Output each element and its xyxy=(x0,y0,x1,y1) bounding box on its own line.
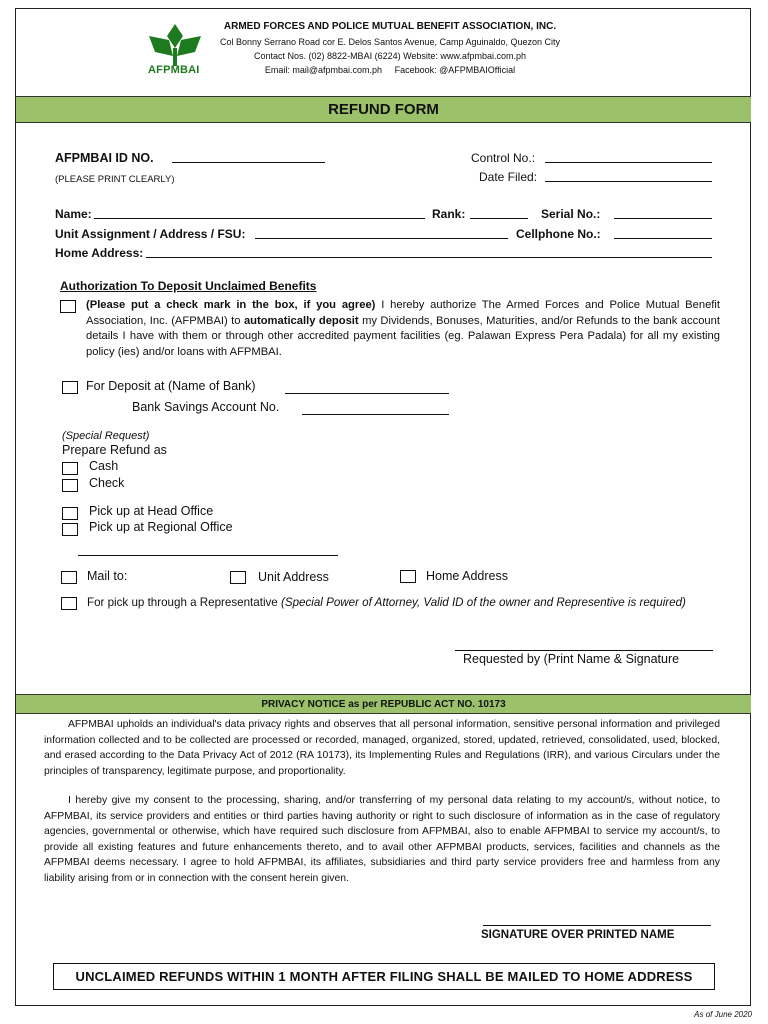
date-field[interactable] xyxy=(545,181,712,182)
account-label: Bank Savings Account No. xyxy=(132,400,280,414)
office-name-field[interactable] xyxy=(78,555,338,556)
authorization-heading: Authorization To Deposit Unclaimed Benefits xyxy=(60,279,317,293)
print-note: (PLEASE PRINT CLEARLY) xyxy=(55,174,175,185)
account-field[interactable] xyxy=(302,414,449,415)
home-address-option-label: Home Address xyxy=(426,569,508,583)
home-address-field[interactable] xyxy=(146,257,712,258)
representative-text: For pick up through a Representative (Special Power of Attorney, Valid ID of the owner and Representive is required) xyxy=(87,596,686,609)
prepare-refund-label: Prepare Refund as xyxy=(62,443,167,457)
unit-address-label: Unit Address xyxy=(258,570,329,584)
org-email: Email: mail@afpmbai.com.ph Facebook: @AFPMBAIOfficial xyxy=(264,65,516,75)
cash-checkbox[interactable] xyxy=(62,462,78,475)
unit-label: Unit Assignment / Address / FSU: xyxy=(55,227,246,241)
org-name: ARMED FORCES AND POLICE MUTUAL BENEFIT ASSOCIATION, INC. xyxy=(223,21,557,32)
control-field[interactable] xyxy=(545,162,712,163)
name-field[interactable] xyxy=(94,218,425,219)
bank-field[interactable] xyxy=(285,393,449,394)
date-label: Date Filed: xyxy=(479,170,538,184)
regional-office-label: Pick up at Regional Office xyxy=(89,520,233,534)
authorization-checkbox[interactable] xyxy=(60,300,76,313)
check-checkbox[interactable] xyxy=(62,479,78,492)
deposit-checkbox[interactable] xyxy=(62,381,78,394)
serial-label: Serial No.: xyxy=(541,207,601,221)
org-address: Col Bonny Serrano Road cor E. Delos Santos Avenue, Camp Aguinaldo, Quezon City xyxy=(219,37,561,47)
logo-text: AFPMBAI xyxy=(148,64,200,76)
regional-office-checkbox[interactable] xyxy=(62,523,78,536)
bank-label: For Deposit at (Name of Bank) xyxy=(86,379,256,393)
head-office-checkbox[interactable] xyxy=(62,507,78,520)
mail-to-label: Mail to: xyxy=(87,569,128,583)
serial-field[interactable] xyxy=(614,218,712,219)
id-field[interactable] xyxy=(172,162,325,163)
form-title: REFUND FORM xyxy=(16,96,751,123)
cash-label: Cash xyxy=(89,459,119,473)
cellphone-field[interactable] xyxy=(614,238,712,239)
rank-label: Rank: xyxy=(432,207,466,221)
home-address-label: Home Address: xyxy=(55,246,144,260)
privacy-paragraph-2: I hereby give my consent to the processing, sharing, and/or transferring of my personal data relating to my account/s, without notice, to AFPMBAI, its service providers and entities or third parties having authority or right to such disclosure of information as in the case of regulatory agencies, governmental or otherwise, which have required such disclosure from AFPMBAI, also to enable AFPMBAI to service my account/s, to provide all existing features and future enhancements thereto, and to avail other AFPMBAI products, services, facilities and channels as the AFPMBAI deems necessary. I agree to hold AFPMBAI, its affiliates, subsidiaries and third party service providers free and harmless from any liability arising from or in connection with the consent herein given. xyxy=(44,795,720,884)
home-address-checkbox[interactable] xyxy=(400,570,416,583)
privacy-paragraph-1: AFPMBAI upholds an individual's data privacy rights and observes that all personal information, sensitive personal information and privileged information collected and to be collected are processed or recorded, managed, organized, stored, updated, retrieved, consolidated, used, blocked, and erased according to the Data Privacy Act of 2012 (RA 10173), its Implementing Rules and Regulations (IRR), and various Circulars under the principles of transparency, legitimate purpose, and proportionality. xyxy=(44,719,720,777)
name-label: Name: xyxy=(55,207,92,221)
unclaimed-refunds-notice: UNCLAIMED REFUNDS WITHIN 1 MONTH AFTER FILING SHALL BE MAILED TO HOME ADDRESS xyxy=(53,963,715,990)
org-contact: Contact Nos. (02) 8822-MBAI (6224) Website: www.afpmbai.com.ph xyxy=(254,51,526,61)
control-label: Control No.: xyxy=(471,151,536,165)
requested-by-label: Requested by (Print Name & Signature xyxy=(463,652,680,666)
mail-to-checkbox[interactable] xyxy=(61,571,77,584)
special-request-note: (Special Request) xyxy=(62,430,150,442)
signature-label: SIGNATURE OVER PRINTED NAME xyxy=(481,929,675,941)
rank-field[interactable] xyxy=(470,218,528,219)
revision-date: As of June 2020 xyxy=(694,1010,752,1019)
authorization-text: (Please put a check mark in the box, if you agree) I hereby authorize The Armed Forces and Police Mutual Benefit Association, Inc. (AFPMBAI) to automatically deposit my Dividends, Bonuses, Maturities, and/or Refunds to the bank account details I have with them or through other accredited payment facilities (eg. Palawan Express Pera Padala) for all my existing policy (ies) and/or loans with AFPMBAI. xyxy=(86,299,720,358)
cellphone-label: Cellphone No.: xyxy=(516,227,601,241)
signature-field[interactable] xyxy=(483,925,711,926)
id-label: AFPMBAI ID NO. xyxy=(55,151,154,165)
unit-address-checkbox[interactable] xyxy=(230,571,246,584)
requested-by-field[interactable] xyxy=(455,650,713,651)
check-label: Check xyxy=(89,476,125,490)
unit-field[interactable] xyxy=(255,238,508,239)
privacy-notice-title: PRIVACY NOTICE as per REPUBLIC ACT NO. 10173 xyxy=(16,694,751,714)
representative-checkbox[interactable] xyxy=(61,597,77,610)
head-office-label: Pick up at Head Office xyxy=(89,504,214,518)
